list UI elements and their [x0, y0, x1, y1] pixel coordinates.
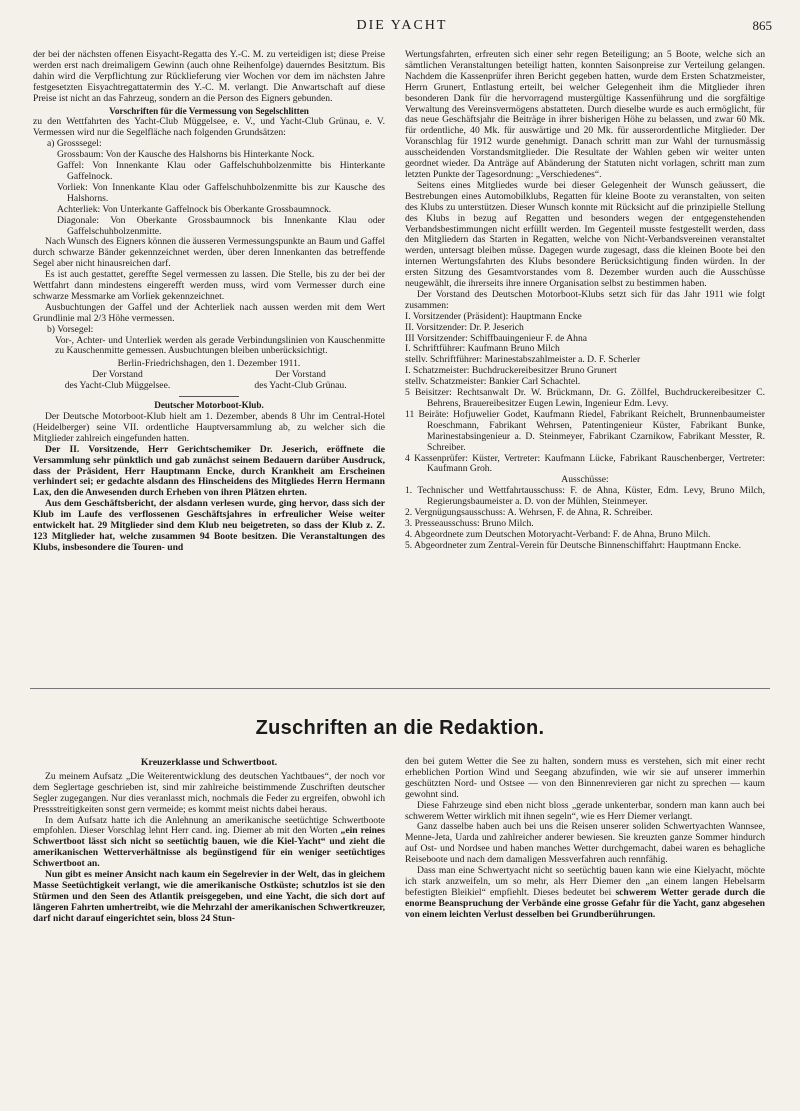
paragraph: Zu meinem Aufsatz „Die Weiterentwicklung des deutschen Yachtbaues“, der noch vor dem Seglertage geschrieben ist, sind mir zahlreiche beistimmende Zuschriften deutscher Segler zugegangen. Nur dies veranlasst mich, nochmals die Feder zu ergreifen, obwohl ich Pressstreitigkeiten sonst gern vermeide; es kommt meist nichts dabei heraus.: [33, 770, 385, 815]
signature-row: [33, 370, 385, 392]
journal-title: DIE YACHT: [356, 18, 448, 33]
paragraph: der bei der nächsten offenen Eisyacht-Regatta des Y.-C. M. zu verteidigen ist; diese Preise werden erst nach dreimaligem Gewinn (auch ohne Reihenfolge) dauerndes Besitztum. Bis dahin wird die Verpflichtung zur Rücklieferung vier Wochen vor dem im nächsten Jahre festgesetzten Eisyachtregattatermin des Y.-C. M. verlangt. Die Anwartschaft auf diese Preise ist nicht an das Fahrzeug, sondern an die Person des Eigners gebunden.: [33, 49, 385, 104]
rule-item-grossbaum: Grossbaum: Von der Kausche des Halshorns bis Hinterkante Nock.: [57, 149, 315, 161]
column-right-top: [405, 50, 765, 552]
text-span-bold: „ein reines Schwertboot lässt sich nicht so seetüchtig bauen, wie die Kiel-Yacht“ und zieht die amerikanischen Wetterverhältnisse als begünstigend für ein weniger seetüchtiges Schwertboot an.: [33, 825, 385, 870]
section-heading-motorboot: Deutscher Motorboot-Klub.: [154, 400, 264, 411]
paragraph: Ganz dasselbe haben auch bei uns die Reisen unserer soliden Schwertyachten Wannsee, Menne-Jeta, Uarda und zahlreicher anderer bewiesen. Sie kreuzten ganze Sommer hindurch auf Ost- und Nordsee und haben manches Wetter durchgemacht, dabei waren es behagliche Reiseboote und nach dem damaligen Messverfahren auch rennfähig.: [405, 821, 765, 866]
text-span: In dem Aufsatz hatte ich die Anlehnung an amerikanische seetüchtige Schwertboote empfohlen. Dieser Vorschlag lehnt Herr cand. ing. Diemer ab mit den Worten: [33, 814, 385, 837]
board-member: I. Schatzmeister: Buchdruckereibesitzer Bruno Grunert: [405, 365, 617, 377]
rule-heading-vorsegel: b) Vorsegel:: [47, 323, 94, 335]
committee-item: 3. Presseausschuss: Bruno Milch.: [405, 517, 534, 529]
paragraph: Seitens eines Mitgliedes wurde bei dieser Gelegenheit der Wunsch geäussert, die Bestrebungen eines Automobilklubs, Regatten für kleine Boote zu veranstalten, von seiten des Klubs zu unterstützen. Dieser Wunsch konnte mit Rücksicht auf die prinzipielle Stellung des Klubs in bezug auf Regatten und besonders wegen der entgegenstehenden Verbandsbestimmungen nicht erfüllt werden. Im Gegenteil musste festgestellt werden, dass den Mitgliedern das Starten in Regatten, welche von Nicht-Verbandsvereinen veranstaltet werden, untersagt bleiben müsse. Dagegen wurde zugesagt, dass die kleinen Boote bei den internen Wertungsfahrten des Klubs besondere Berücksichtigung finden würden. In der ersten Sitzung des Gesamtvorstandes vom 8. Dezember wurden auch die Ausschüsse neugewählt, die ihrerseits ihre innere Organisation selbst zu bestimmen haben.: [405, 179, 765, 290]
signature-right-line1: Der Vorstand: [275, 369, 326, 381]
article-heading: Kreuzerklasse und Schwertboot.: [140, 757, 278, 768]
paragraph: Es ist auch gestattet, gereffte Segel vermessen zu lassen. Die Stelle, bis zu der bei der Wettfahrt dann mindestens eingerefft werden muss, wird vom Vermesser durch eine schwarze Messmarke am Vorliek gekennzeichnet.: [33, 269, 385, 302]
running-header: [32, 16, 772, 38]
rule-item-gaffel: Gaffel: Von Innenkante Klau oder Gaffelschuhbolzenmitte bis Hinterkante Gaffelnock.: [57, 160, 385, 182]
signature-left-line2: des Yacht-Club Müggelsee.: [64, 380, 171, 392]
board-member: stellv. Schriftführer: Marinestabszahlmeister a. D. F. Scherler: [405, 354, 641, 366]
board-member: 11 Beiräte: Hofjuwelier Godet, Kaufmann Riedel, Fabrikant Reichelt, Brunnenbaumeister Roeschmann, Fabrikant Wehrsen, Patentingenieur Küster, Fabrikant Bunke, Marinestabsingenieur a. D. Steinmeyer, Fabrikant Czarnikow, Fabrikant Messter, R. Schreiber.: [405, 408, 765, 453]
committee-item: 5. Abgeordneter zum Zentral-Verein für Deutsche Binnenschiffahrt: Hauptmann Encke.: [405, 539, 742, 551]
paragraph: Der Deutsche Motorboot-Klub hielt am 1. Dezember, abends 8 Uhr im Central-Hotel (Heidelberger) seine VII. ordentliche Hauptversammlung ab, zu welcher sich die Mitglieder zahlreich eingefunden hatten.: [33, 411, 385, 444]
paragraph: Der Vorstand des Deutschen Motorboot-Klubs setzt sich für das Jahr 1911 wie folgt zusammen:: [405, 288, 765, 311]
paragraph: zu den Wettfahrten des Yacht-Club Müggelsee, e. V., und Yacht-Club Grünau, e. V. Vermessen wird nur die Segelfläche nach folgenden Grundsätzen:: [33, 116, 385, 139]
rule-item-achterliek: Achterliek: Von Unterkante Gaffelnock bis Oberkante Grossbaumnock.: [57, 203, 332, 215]
signature-left: [33, 370, 202, 392]
board-member: 5 Beisitzer: Rechtsanwalt Dr. W. Brückmann, Dr. G. Zöllfel, Buchdruckereibesitzer C. Behrens, Brauereibesitzer Eugen Lewin, Ingenieur Edm. Levy.: [405, 387, 765, 409]
paragraph: Nach Wunsch des Eigners können die äusseren Vermessungspunkte an Baum und Gaffel durch schwarze Bänder gekennzeichnet werden, über deren Innenkanten das betreffende Segel aber nicht hinausreichen darf.: [33, 236, 385, 270]
paragraph: Der II. Vorsitzende, Herr Gerichtschemiker Dr. Jeserich, eröffnete die Versammlung sehr pünktlich und gab zunächst seinem Bedauern darüber Ausdruck, dass der Präsident, Herr Hauptmann Encke, durch Krankheit am Erscheinen verhindert sei; er gedachte alsdann des Hinscheidens des Mitgliedes Herrn Hermann Lax, den die Anwesenden durch Erheben von ihren Plätzen ehrten.: [33, 443, 385, 499]
page-number: 865: [752, 18, 772, 33]
signature-right-line2: des Yacht-Club Grünau.: [254, 380, 347, 392]
paragraph: Wertungsfahrten, erfreuten sich einer sehr regen Beteiligung; an 5 Boote, welche sich an sämtlichen Veranstaltungen beteiligt hatten, konnten Saisonpreise zur Verteilung gelangen. Nachdem die Kassenprüfer ihren Bericht gegeben hatten, wurde dem Ersten Schatzmeister, Herrn Grunert, Entlastung erteilt, bei welcher Gelegenheit ihm die Mitglieder ihren besonderen Dank für die hervorragend mustergültige Kassenführung und die sorgfältige Verwaltung des Vereinsvermögens abstatteten. Durch dieselbe wurde es auch ermöglicht, für das neue Geschäftsjahr die Beiträge in ihrer bisherigen Höhe zu belassen, und zwar 60 Mk. für ordentliche, 40 Mk. für auswärtige und 20 Mk. für ausserordentliche Mitglieder. Der Voranschlag für 1912 wurde genehmigt. Danach schritt man zur Wahl der turnusmässig ausscheidenden Vorstandsmitglieder. Die Resultate der Wahlen geben wir weiter unten geordnet wieder. Da Anträge auf Abänderung der Statuten nicht vorlagen, schritt man zum letzten Punkte der Tagesordnung: „Verschiedenes“.: [405, 49, 765, 180]
rule-item-diagonale: Diagonale: Von Oberkante Grossbaumnock bis Innenkante Klau oder Gaffelschuhbolzenmitte.: [57, 214, 385, 237]
paragraph: den bei gutem Wetter die See zu halten, sondern muss es verstehen, sich mit einer recht erheblichen Portion Wind und Seegang abzufinden, wie wir sie auf unserer immerhin geschützten Nord- und Ostsee — von den Binnenrevieren gar nicht zu sprechen — kaum gewohnt sind.: [405, 756, 765, 800]
committee-item: 1. Technischer und Wettfahrtausschuss: F. de Ahna, Küster, Edm. Levy, Bruno Milch, Regierungsbaumeister a. D. von der Mühlen, Steinmeyer.: [405, 485, 765, 508]
paragraph: [33, 816, 385, 871]
text-span-bold: schwerem Wetter gerade durch die enorme Beanspruchung der Verbände eine grosse Gefahr für die Yacht, ganz abgesehen von einem leichten Verlust desselben bei Grundberührungen.: [405, 886, 765, 920]
board-member: 4 Kassenprüfer: Küster, Vertreter: Kaufmann Lücke, Fabrikant Rauschenberger, Vertreter: Kaufmann Groh.: [405, 452, 765, 475]
board-member: III Vorsitzender: Schiffbauingenieur F. de Ahna: [405, 332, 588, 344]
rule-item-vorsegel: Vor-, Achter- und Unterliek werden als gerade Verbindungslinien von Kauschenmitte zu Kauschenmitte gemessen. Ausbuchtungen bleiben unberücksichtigt.: [55, 334, 385, 357]
rule-heading-grosssegel: a) Grosssegel:: [47, 138, 102, 150]
paragraph: Diese Fahrzeuge sind eben nicht bloss „gerade unkenterbar, sondern man kann auch bei schwerem Wetter wirklich mit ihnen segeln“, wie es Herr Diemer verlangt.: [405, 799, 765, 822]
committees-heading: Ausschüsse:: [561, 474, 609, 486]
paragraph: Aus dem Geschäftsbericht, der alsdann verlesen wurde, ging hervor, dass sich der Klub im Laufe des verflossenen Geschäftsjahres in erfreulicher Weise weiter entwickelt hat. 29 Mitglieder sind dem Klub neu beigetreten, so dass der Klub z. Z. 123 Mitglieder hat, welche zusammen 94 Boote besitzen. Die Veranstaltungen des Klubs, insbesondere die Touren- und: [33, 498, 385, 553]
board-member: I. Schriftführer: Kaufmann Bruno Milch: [405, 343, 560, 355]
column-right-bottom: [405, 757, 765, 921]
paragraph: Nun gibt es meiner Ansicht nach kaum ein Segelrevier in der Welt, das in gleichem Masse Seetüchtigkeit verlangt, wie die amerikanische Ostküste; schutzlos ist sie den Stürmen und den Seen des Atlantik preisgegeben, und eine Yacht, die sich dort auf längeren Fahrten umhertreibt, wie die Mehrzahl der amerikanischen Schwertkreuzer, darf nicht darauf eingerichtet sein, bloss 24 Stun-: [33, 869, 385, 924]
signature-left-line1: Der Vorstand: [92, 369, 143, 381]
column-left-bottom: [33, 757, 385, 925]
board-member: II. Vorsitzender: Dr. P. Jeserich: [405, 321, 524, 333]
separator-rule: [179, 396, 239, 397]
section-divider: [30, 688, 770, 689]
section-title-zuschriften: Zuschriften an die Redaktion.: [255, 717, 545, 739]
section-heading-vermessung: Vorschriften für die Vermessung von Segelschlitten: [109, 105, 309, 116]
rule-item-vorliek: Vorliek: Von Innenkante Klau oder Gaffelschuhbolzenmitte bis zur Kausche des Halshorns.: [57, 181, 385, 204]
board-member: stellv. Schatzmeister: Bankier Carl Schachtel.: [405, 376, 581, 388]
column-left-top: [33, 50, 385, 554]
date-line: Berlin-Friedrichshagen, den 1. Dezember 1911.: [117, 358, 301, 370]
committee-item: 2. Vergnügungsausschuss: A. Wehrsen, F. de Ahna, R. Schreiber.: [405, 507, 653, 519]
signature-right: [216, 370, 385, 392]
committee-item: 4. Abgeordnete zum Deutschen Motoryacht-Verband: F. de Ahna, Bruno Milch.: [405, 528, 711, 540]
paragraph: Ausbuchtungen der Gaffel und der Achterliek nach aussen werden mit dem Wert Grundlinie mal 2/3 Höhe vermessen.: [33, 301, 385, 324]
paragraph: [405, 866, 765, 921]
board-member: I. Vorsitzender (Präsident): Hauptmann Encke: [405, 310, 582, 322]
text-span: Dass man eine Schwertyacht nicht so seetüchtig bauen kann wie eine Kielyacht, möchte ich stark anzweifeln, um so mehr, als Herr Diemer den „an einem langen Hebelsarm befestigten Bleikiel“ empfiehlt. Dieses bedeutet bei: [405, 865, 765, 898]
